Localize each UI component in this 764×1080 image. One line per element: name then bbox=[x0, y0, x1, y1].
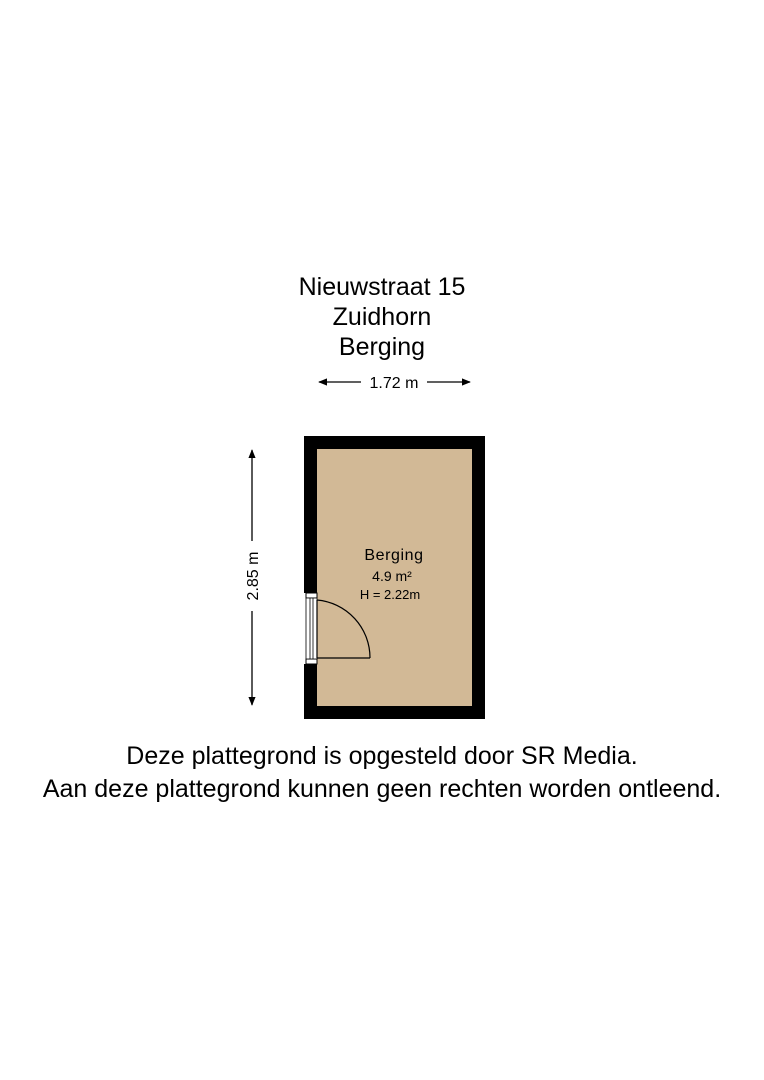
wall-top bbox=[304, 436, 485, 449]
room-area-label: 4.9 m² bbox=[372, 568, 412, 584]
room-name-label: Berging bbox=[364, 547, 424, 564]
height-dimension-label: 2.85 m bbox=[245, 551, 262, 601]
door-frame-top-jamb bbox=[306, 593, 317, 598]
room-ceiling-height-label: H = 2.22m bbox=[359, 587, 421, 602]
disclaimer bbox=[0, 740, 764, 806]
door-threshold bbox=[306, 598, 317, 659]
disclaimer-line-2: Aan deze plattegrond kunnen geen rechten worden ontleend. bbox=[42, 775, 722, 803]
room-berging bbox=[304, 436, 485, 719]
door-frame bbox=[306, 593, 317, 664]
wall-left-lower bbox=[304, 664, 317, 719]
width-dimension-label: 1.72 m bbox=[369, 375, 419, 392]
height-dimension bbox=[245, 450, 262, 705]
wall-right bbox=[472, 436, 485, 719]
address-title: Nieuwstraat 15 bbox=[298, 273, 466, 301]
door-frame-bottom-jamb bbox=[306, 659, 317, 664]
floor-title: Berging bbox=[338, 333, 426, 361]
wall-bottom bbox=[304, 706, 485, 719]
city-title: Zuidhorn bbox=[332, 303, 432, 331]
disclaimer-line-1: Deze plattegrond is opgesteld door SR Media. bbox=[126, 742, 638, 770]
width-dimension bbox=[319, 375, 470, 392]
wall-left-upper bbox=[304, 436, 317, 593]
